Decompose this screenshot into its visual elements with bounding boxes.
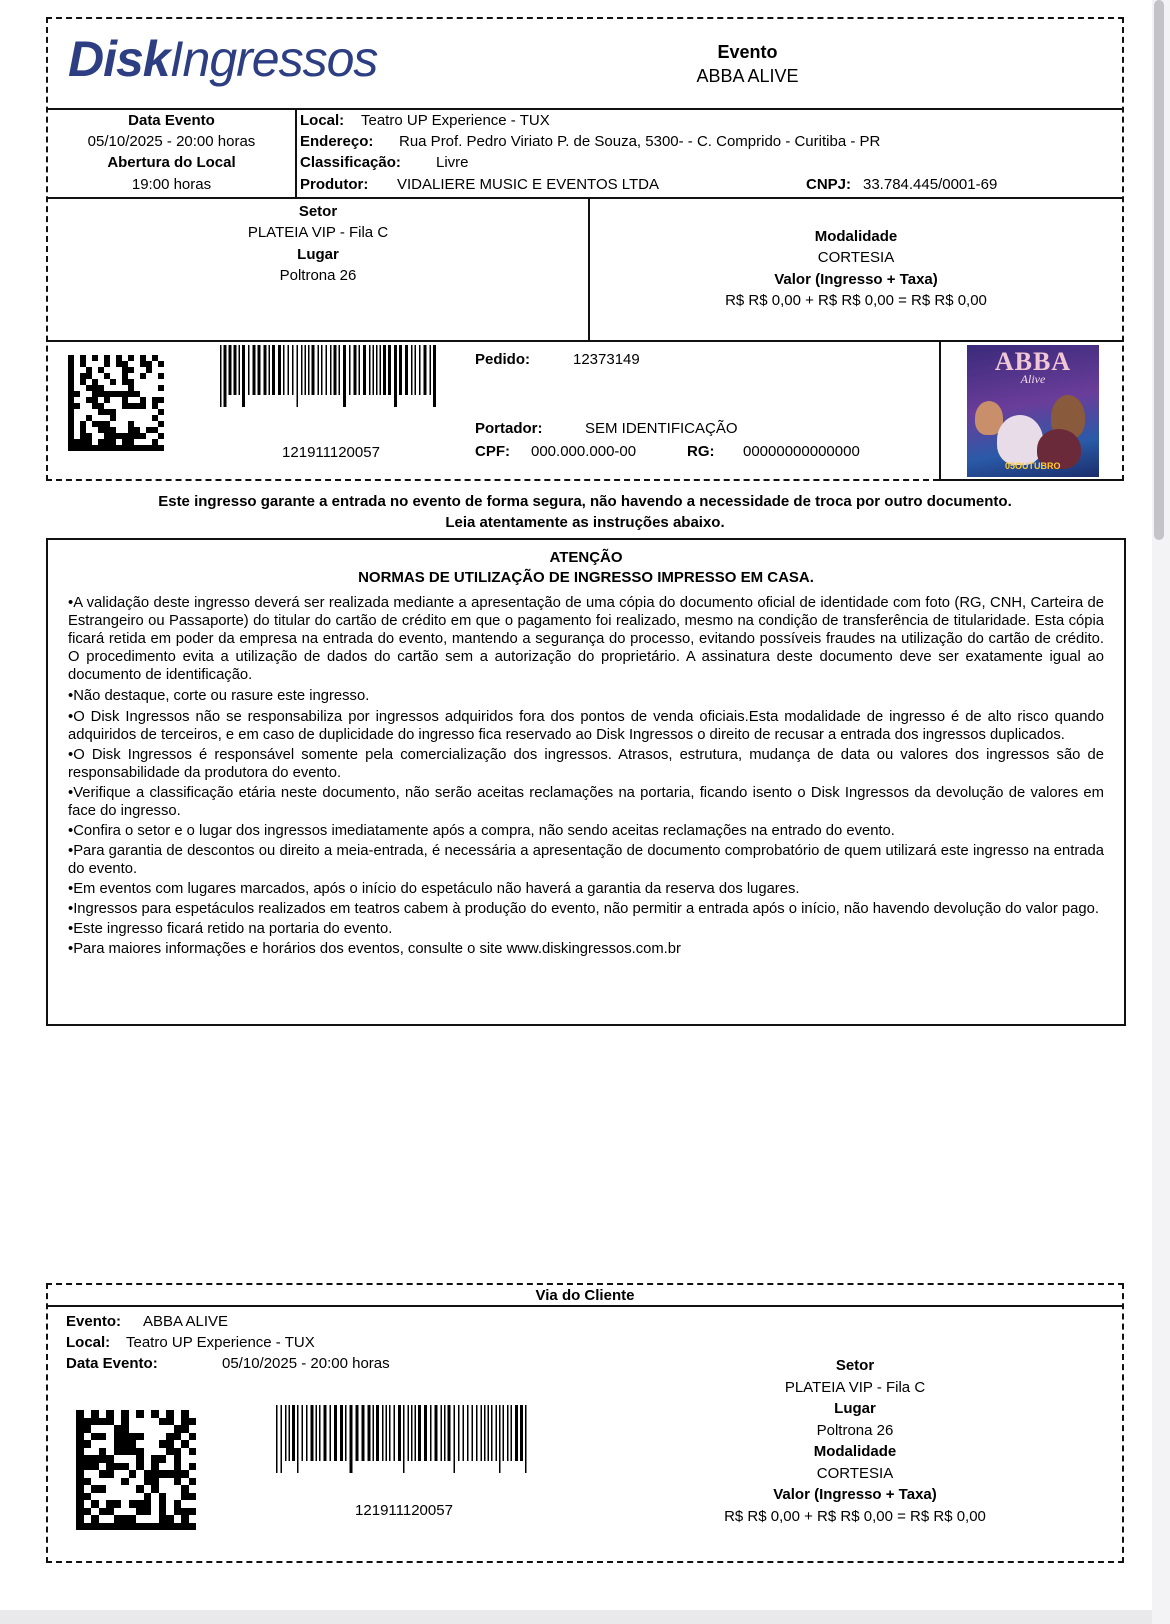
datamatrix-module (189, 1508, 197, 1516)
barcode-bar (472, 1405, 474, 1461)
stub-title: Via do Cliente (535, 1287, 635, 1304)
barcode-bar (376, 1405, 379, 1461)
stub-place-label: Lugar (834, 1400, 876, 1417)
datamatrix-module (158, 361, 164, 367)
barcode-bar (424, 345, 427, 395)
venue-producer-value: VIDALIERE MUSIC E EVENTOS LTDA (397, 176, 660, 193)
rules-title: ATENÇÃO (549, 549, 623, 566)
barcode-bar (389, 1405, 391, 1461)
sector-label: Setor (298, 203, 338, 220)
barcode-bar (411, 345, 413, 395)
mode-value: CORTESIA (817, 249, 895, 266)
place-label: Lugar (297, 246, 339, 263)
barcode-bar (408, 1405, 410, 1461)
barcode-bar (311, 1405, 314, 1461)
barcode-bar (415, 1405, 417, 1461)
stub-border-bottom (46, 1561, 1124, 1563)
barcode-bar (276, 1405, 278, 1473)
stub-price-value: R$ R$ 0,00 + R$ R$ 0,00 = R$ R$ 0,00 (724, 1508, 986, 1525)
barcode-bar (330, 345, 332, 395)
barcode-bar (476, 1405, 478, 1461)
rule-item: • Para maiores informações e horários dos eventos, consulte o site www.diskingressos.com.br (68, 940, 1104, 958)
ticket-border-top (46, 17, 1124, 19)
datamatrix-module (129, 1470, 137, 1478)
barcode-bar (415, 345, 417, 395)
barcode-bar (488, 1405, 490, 1461)
stub-border-left (46, 1283, 48, 1563)
poster-subtitle: Alive (1020, 372, 1046, 386)
datamatrix-module (121, 1478, 129, 1486)
datamatrix-module (158, 433, 164, 439)
opening-label: Abertura do Local (107, 154, 236, 171)
barcode-bar (308, 345, 310, 395)
rule-item: • Em eventos com lugares marcados, após o início do espetáculo não haverá a garantia da reserva dos lugares. (68, 880, 1104, 898)
datamatrix-module (114, 1500, 122, 1508)
barcode-bar (258, 345, 261, 395)
logo-disk: Disk (68, 31, 170, 87)
datamatrix-module (110, 379, 116, 385)
order-value: 12373149 (573, 351, 640, 368)
opening-value: 19:00 horas (131, 176, 212, 193)
barcode-bar (285, 1405, 287, 1461)
barcode-bar (297, 1405, 299, 1473)
rule-item: • A validação deste ingresso deverá ser realizada mediante a apresentação de uma cópia do documento oficial de identidade com foto (RG, CNH, Carteira de Estrangeiro ou Passaporte) do titular do cartão de crédito em que o pagamento foi realizado, mesmo na condição de transferência de titularidade. Esta cópia ficará retida em poder da empresa na entrada do evento, mantendo a segurança do processo, evitando possíveis fraudes na utilização do cartão de crédito. O procedimento evita a utilização de dados do cartão sem a autorização do proprietário. A assinatura deste documento deve ser exatamente igual ao documento de identificação. (68, 594, 1104, 684)
barcode-bar (386, 1405, 388, 1461)
datamatrix-module (74, 403, 80, 409)
barcode-bar (403, 1405, 405, 1473)
barcode-bar (359, 345, 361, 395)
datamatrix-module (140, 373, 146, 379)
datamatrix-module (159, 1455, 167, 1463)
rg-label: RG: (687, 443, 715, 460)
barcode-bar (394, 1405, 396, 1461)
stub-local-label: Local: (66, 1334, 111, 1351)
divider-seat (46, 340, 1124, 342)
datamatrix-module (110, 415, 116, 421)
mode-label: Modalidade (814, 228, 898, 245)
datamatrix-module (158, 397, 164, 403)
barcode-bar (525, 1405, 527, 1473)
venue-cnpj-value: 33.784.445/0001-69 (863, 176, 998, 193)
event-name: ABBA ALIVE (696, 66, 799, 86)
barcode-bar (334, 345, 337, 395)
venue-address-label: Endereço: (300, 133, 374, 150)
diskingressos-logo (68, 30, 377, 88)
rules-box (46, 538, 1126, 1026)
holder-value: SEM IDENTIFICAÇÃO (585, 420, 738, 437)
datamatrix-module (158, 409, 164, 415)
barcode-bar (435, 1405, 438, 1461)
barcode-bar (405, 345, 408, 395)
barcode-number: 121911120057 (282, 444, 380, 461)
barcode-bar (491, 1405, 493, 1461)
stub-place-value: Poltrona 26 (816, 1422, 894, 1439)
stub-sector-value: PLATEIA VIP - Fila C (784, 1379, 926, 1396)
datamatrix-module (140, 433, 146, 439)
datamatrix-module (189, 1418, 197, 1426)
datamatrix-module (106, 1470, 114, 1478)
barcode-bar (339, 345, 341, 395)
divider-venue (46, 197, 1124, 199)
barcode-bar (430, 345, 432, 395)
barcode-bar (288, 345, 290, 395)
barcode-bar (269, 345, 271, 395)
datamatrix-module (189, 1463, 197, 1471)
stub-local-value: Teatro UP Experience - TUX (126, 1334, 315, 1351)
barcode-bar (507, 1405, 509, 1461)
barcode-bar (363, 345, 366, 395)
rg-value: 00000000000000 (743, 443, 860, 460)
barcode-bar (398, 1405, 401, 1461)
barcode-stub (276, 1405, 532, 1473)
stub-event-value: ABBA ALIVE (143, 1313, 229, 1330)
cpf-label: CPF: (475, 443, 510, 460)
barcode-bar (444, 1405, 446, 1461)
rule-item: • O Disk Ingressos não se responsabiliza por ingressos adquiridos fora dos pontos de venda oficiais.Esta modalidade de ingresso é de alto risco quando adquiridos de terceiros, e em caso de duplicidade do ingresso fica reservado ao Disk Ingressos o direito de recusar a entrada dos ingressos duplicados. (68, 708, 1104, 744)
barcode-bar (248, 345, 250, 395)
barcode-bar (343, 345, 346, 407)
barcode-bar (399, 345, 402, 395)
rule-item: • O Disk Ingressos é responsável somente pela comercialização dos ingressos. Atrasos, estrutura, mudança de data ou valores dos ingressos são de responsabilidade da produtora do evento. (68, 746, 1104, 782)
barcode-bar (520, 1405, 523, 1461)
divider-date-venue (295, 108, 297, 197)
price-label: Valor (Ingresso + Taxa) (774, 271, 938, 288)
barcode-bar (430, 1405, 432, 1461)
venue-class-label: Classificação: (300, 154, 401, 171)
cpf-value: 000.000.000-00 (531, 443, 637, 460)
barcode-bar (373, 345, 375, 395)
datamatrix-module (92, 355, 98, 361)
barcode-bar (496, 1405, 498, 1461)
barcode-bar (306, 1405, 308, 1461)
stub-border-top (46, 1283, 1124, 1285)
date-value: 05/10/2025 - 20:00 horas (87, 133, 256, 150)
barcode-bar (345, 1405, 347, 1461)
datamatrix-module (104, 361, 110, 367)
barcode-bar (463, 1405, 465, 1461)
datamatrix-module (158, 373, 164, 379)
holder-label: Portador: (475, 420, 543, 437)
barcode-bar (448, 1405, 451, 1461)
barcode-bar (318, 345, 320, 395)
event-poster-image (967, 345, 1099, 477)
rules-subtitle: NORMAS DE UTILIZAÇÃO DE INGRESSO IMPRESSO EM CASA. (358, 569, 814, 586)
barcode-bar (278, 345, 281, 395)
venue-local-label: Local: (300, 112, 345, 129)
barcode-bar (380, 345, 382, 395)
venue-address-value: Rua Prof. Pedro Viriato P. de Souza, 5300- - C. Comprido - Curitiba - PR (399, 133, 881, 150)
barcode-bar (264, 345, 267, 395)
datamatrix-module (144, 1508, 152, 1516)
barcode-bar (503, 1405, 505, 1461)
divider-poster (939, 340, 941, 481)
barcode-bar (301, 345, 303, 395)
barcode-bar (289, 1405, 291, 1461)
barcode-bar (292, 1405, 295, 1461)
barcode-bar (424, 1405, 427, 1461)
datamatrix-module (128, 367, 134, 373)
ticket-border-bottom (46, 479, 939, 481)
datamatrix-module (158, 385, 164, 391)
barcode-bar (316, 1405, 318, 1461)
barcode-bar (305, 345, 307, 395)
barcode-bar (467, 1405, 469, 1461)
sector-value: PLATEIA VIP - Fila C (247, 224, 389, 241)
barcode-bar (356, 1405, 359, 1461)
stub-date-value: 05/10/2025 - 20:00 horas (222, 1355, 390, 1372)
barcode-bar (224, 345, 227, 407)
stub-date-label: Data Evento: (66, 1355, 158, 1372)
venue-cnpj-label: CNPJ: (806, 176, 852, 193)
rule-item: • Verifique a classificação etária neste documento, não serão aceitas reclamações na portaria, ficando isento o Disk Ingressos da devolução de valores em face do ingresso. (68, 784, 1104, 820)
barcode-bar (433, 345, 436, 407)
datamatrix-module (99, 1433, 107, 1441)
barcode-bar (297, 345, 299, 407)
scrollbar-thumb[interactable] (1154, 0, 1164, 540)
barcode-bar (239, 345, 241, 395)
barcode-bar (369, 345, 371, 395)
barcode-bar (321, 345, 323, 395)
rule-item: • Para garantia de descontos ou direito a meia-entrada, é necessária a apresentação de documento comprobatório de quem utilizará este ingresso na entrada do evento. (68, 842, 1104, 878)
barcode-bar (515, 1405, 518, 1461)
barcode-bar (334, 1405, 337, 1461)
barcode-bar (373, 1405, 375, 1461)
datamatrix-module (99, 1485, 107, 1493)
barcode-bar (411, 1405, 413, 1461)
rule-item: • Ingressos para espetáculos realizados em teatros cabem à produção do evento, não permitir a entrada após o início, não havendo devolução do valor pago. (68, 900, 1104, 918)
barcode-bar (242, 345, 245, 407)
divider-seat-price (588, 197, 590, 340)
notice-line-1: Este ingresso garante a entrada no evento de forma segura, não havendo a necessidade de troca por outro documento. (158, 493, 1012, 510)
barcode-bar (382, 1405, 384, 1461)
datamatrix-module (84, 1440, 92, 1448)
poster-figure (997, 415, 1043, 465)
barcode-bar (292, 345, 294, 395)
datamatrix-module (189, 1478, 197, 1486)
venue-class-value: Livre (436, 154, 469, 171)
datamatrix-module (189, 1433, 197, 1441)
datamatrix-module (158, 421, 164, 427)
barcode-bar (388, 345, 391, 395)
ticket-bottom-solid (939, 479, 1124, 481)
stub-event-label: Evento: (66, 1313, 122, 1330)
datamatrix-module (140, 403, 146, 409)
barcode (220, 345, 442, 407)
barcode-bar (383, 345, 386, 395)
poster-title: ABBA (994, 347, 1072, 376)
datamatrix-module (189, 1493, 197, 1501)
barcode-bar (302, 1405, 304, 1461)
barcode-bar (220, 345, 222, 407)
rule-item: • Não destaque, corte ou rasure este ingresso. (68, 687, 1104, 705)
poster-date: 05OUTUBRO (1005, 461, 1061, 471)
order-label: Pedido: (475, 351, 530, 368)
event-label: Evento (717, 42, 778, 62)
barcode-bar (234, 345, 237, 395)
stub-border-right (1122, 1283, 1124, 1563)
datamatrix-code-stub (76, 1410, 196, 1530)
stub-sector-label: Setor (835, 1357, 875, 1374)
datamatrix-module (189, 1523, 197, 1531)
barcode-bar (326, 345, 328, 395)
date-label: Data Evento (128, 112, 215, 129)
barcode-bar (481, 1405, 483, 1461)
barcode-bar (350, 1405, 353, 1473)
logo-ingressos: Ingressos (169, 31, 378, 87)
datamatrix-module (146, 367, 152, 373)
barcode-bar (419, 345, 421, 395)
venue-local-value: Teatro UP Experience - TUX (361, 112, 550, 129)
datamatrix-module (74, 391, 80, 397)
barcode-bar (272, 345, 275, 395)
barcode-bar (330, 1405, 332, 1461)
datamatrix-module (189, 1448, 197, 1456)
barcode-bar (511, 1405, 513, 1461)
stub-price-label: Valor (Ingresso + Taxa) (773, 1486, 937, 1503)
ticket-border-right (1122, 17, 1124, 481)
barcode-bar (394, 345, 397, 407)
barcode-bar (281, 1405, 283, 1473)
barcode-bar (499, 1405, 501, 1473)
rule-item: • Confira o setor e o lugar dos ingressos imediatamente após a compra, não sendo aceitas reclamações na entrado do evento. (68, 822, 1104, 840)
datamatrix-module (128, 355, 134, 361)
barcode-bar (340, 1405, 343, 1461)
barcode-bar (349, 345, 351, 395)
venue-producer-label: Produtor: (300, 176, 369, 193)
datamatrix-module (136, 1410, 144, 1418)
barcode-bar (458, 1405, 460, 1461)
barcode-bar (229, 345, 232, 395)
place-value: Poltrona 26 (279, 267, 357, 284)
stub-mode-label: Modalidade (813, 1443, 897, 1460)
datamatrix-module (104, 397, 110, 403)
barcode-bar (362, 1405, 365, 1461)
datamatrix-module (136, 1433, 144, 1441)
barcode-bar (441, 1405, 443, 1461)
stub-mode-value: CORTESIA (816, 1465, 894, 1482)
barcode-bar (484, 1405, 486, 1461)
barcode-bar (418, 1405, 421, 1461)
barcode-bar (312, 345, 315, 395)
divider-header (46, 108, 1124, 110)
notice-line-2: Leia atentamente as instruções abaixo. (445, 514, 725, 531)
barcode-bar (319, 1405, 321, 1461)
barcode-bar (354, 345, 357, 395)
barcode-bar (283, 345, 285, 395)
datamatrix-code (68, 355, 164, 451)
price-value: R$ R$ 0,00 + R$ R$ 0,00 = R$ R$ 0,00 (725, 292, 987, 309)
barcode-bar (253, 345, 256, 395)
barcode-bar (376, 345, 378, 395)
datamatrix-module (158, 445, 164, 451)
barcode-bar (454, 1405, 456, 1473)
barcode-bar (368, 1405, 371, 1461)
barcode-bar (324, 1405, 327, 1461)
stub-barcode-number: 121911120057 (355, 1502, 453, 1519)
rule-item: • Este ingresso ficará retido na portaria do evento. (68, 920, 1104, 938)
